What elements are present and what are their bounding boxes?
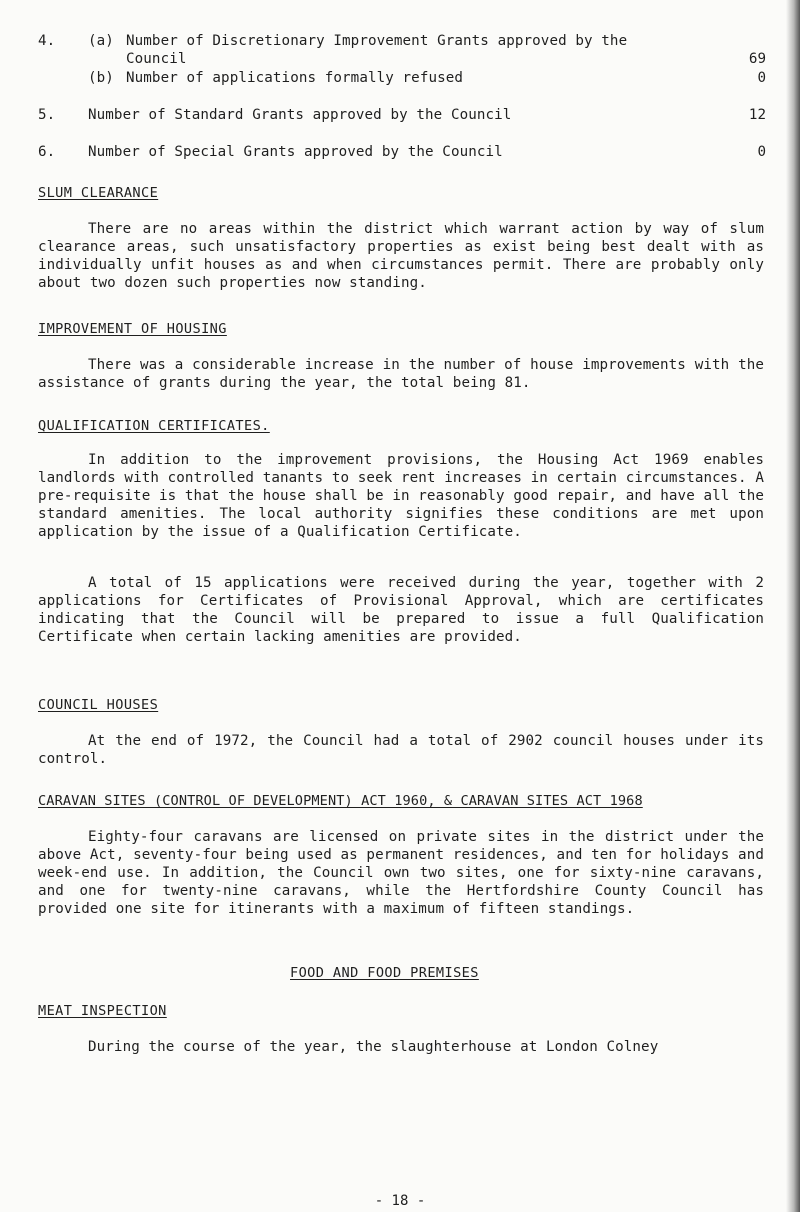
scan-edge-shadow (786, 0, 800, 1212)
council-houses-heading: COUNCIL HOUSES (38, 697, 159, 713)
slum-clearance-heading: SLUM CLEARANCE (38, 185, 159, 201)
improvement-heading: IMPROVEMENT OF HOUSING (38, 321, 227, 337)
qualification-para-1: In addition to the improvement provisions, the Housing Act 1969 enables landlords with controlled tanants to seek rent increases in certain circumstances. A pre-requisite is that the house shall be in reasonably good repair, and have all the standard amenities. The local authority signifies these conditions are met upon application by the issue of a Qualification Certificate. (38, 452, 764, 540)
meat-inspection-body: During the course of the year, the slaughterhouse at London Colney (88, 1039, 659, 1055)
caravan-body: Eighty-four caravans are licensed on private sites in the district under the above Act, seventy-four being used as permanent residences, and ten for holidays and week-end use. In addition, the Council own two sites, one for sixty-nine caravans, and one for twenty-nine caravans, while the Hertfordshire County Council has provided one site for itinerants with a maximum of fifteen standings. (38, 829, 764, 917)
item-4a-value: 69 (748, 51, 766, 67)
council-houses-body: At the end of 1972, the Council had a total of 2902 council houses under its control. (38, 733, 764, 767)
item-4b-value: 0 (757, 70, 766, 86)
improvement-body: There was a considerable increase in the number of house improvements with the assistance of grants during the year, the total being 81. (38, 357, 764, 391)
item-4b-text: Number of applications formally refused (126, 70, 464, 86)
item-4-marker: 4. (38, 33, 56, 49)
item-6-text: Number of Special Grants approved by the Council (88, 144, 503, 160)
page-number: - 18 - (374, 1193, 426, 1209)
caravan-heading: CARAVAN SITES (CONTROL OF DEVELOPMENT) ACT 1960, & CARAVAN SITES ACT 1968 (38, 793, 643, 809)
item-4a-label: (a) (88, 33, 114, 49)
item-6-value: 0 (757, 144, 766, 160)
item-4a-text-line1: Number of Discretionary Improvement Grants approved by the (126, 33, 628, 49)
slum-clearance-body: There are no areas within the district which warrant action by way of slum clearance areas, such unsatisfactory properties as exist being best dealt with as individually unfit houses as and when circumstances permit. There are probably only about two dozen such properties now standing. (38, 221, 764, 291)
item-5-marker: 5. (38, 107, 56, 123)
item-4b-label: (b) (88, 70, 114, 86)
qualification-para-2: A total of 15 applications were received during the year, together with 2 applications for Certificates of Provisional Approval, which are certificates indicating that the Council will be prepared to issue a full Qualification Certificate when certain lacking amenities are provided. (38, 575, 764, 645)
item-4a-text-line2: Council (126, 51, 187, 67)
meat-inspection-heading: MEAT INSPECTION (38, 1003, 167, 1019)
item-5-value: 12 (748, 107, 766, 123)
food-heading: FOOD AND FOOD PREMISES (290, 965, 479, 981)
item-5-text: Number of Standard Grants approved by the Council (88, 107, 512, 123)
qualification-heading: QUALIFICATION CERTIFICATES. (38, 418, 270, 434)
item-6-marker: 6. (38, 144, 56, 160)
